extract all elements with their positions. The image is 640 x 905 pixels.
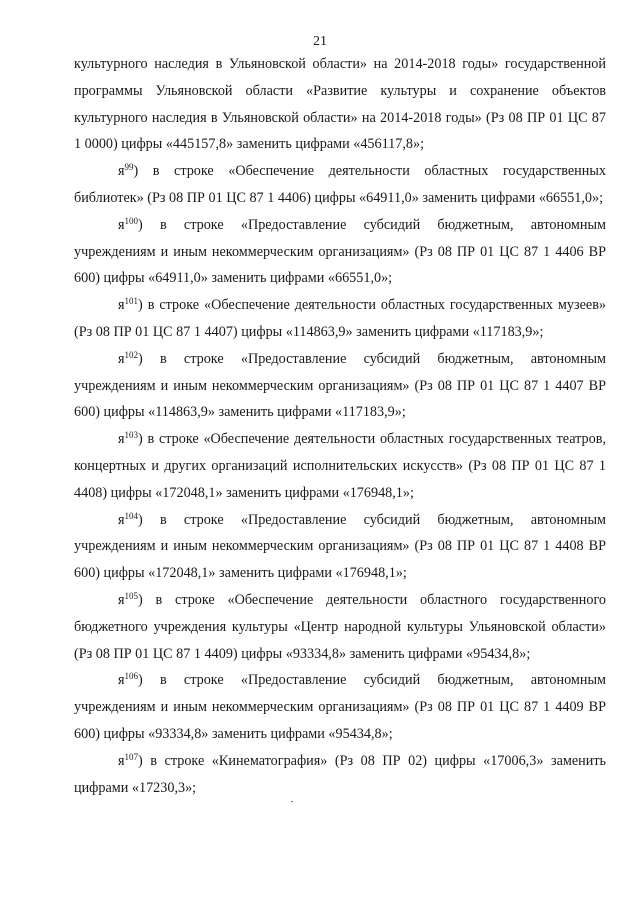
item-letter: я — [118, 431, 125, 448]
item-superscript: 100 — [124, 215, 139, 226]
item-letter: я — [118, 163, 125, 180]
item-letter: я — [118, 672, 125, 689]
list-item-ya101 — [74, 292, 606, 346]
item-text: ) в строке «Обеспечение деятельности областных государственных музеев» (Рз 08 ПР 01 ЦС 87 1 4407) цифры «114863,9» заменить цифрами «117183,9»; — [74, 297, 606, 340]
item-text: ) в строке «Обеспечение деятельности областного государственного бюджетного учреждения культуры «Центр народной культуры Ульяновской области» (Рз 08 ПР 01 ЦС 87 1 4409) цифры «93334,8» заменить цифрами «95434,8»; — [74, 591, 606, 662]
item-letter: я — [118, 216, 125, 233]
list-item-ya104 — [74, 507, 606, 587]
list-item-ya100 — [74, 212, 606, 292]
item-text: ) в строке «Предоставление субсидий бюджетным, автономным учреждениям и иным некоммерческим организациям» (Рз 08 ПР 01 ЦС 87 1 4409 ВР 600) цифры «93334,8» заменить цифрами «95434,8»; — [74, 672, 606, 742]
item-text: ) в строке «Обеспечение деятельности областных государственных библиотек» (Рз 08 ПР 01 ЦС 87 1 4406) цифры «64911,0» заменить цифрами «66551,0»; — [74, 163, 606, 206]
paragraph-continuation — [74, 51, 606, 158]
item-superscript: 102 — [124, 349, 139, 360]
scan-speck — [291, 801, 293, 802]
list-item-ya99 — [74, 158, 606, 212]
list-item-ya106 — [74, 667, 606, 747]
item-superscript: 99 — [124, 162, 134, 173]
item-text: ) в строке «Предоставление субсидий бюджетным, автономным учреждениям и иным некоммерческим организациям» (Рз 08 ПР 01 ЦС 87 1 4406 ВР 600) цифры «64911,0» заменить цифрами «66551,0»; — [74, 216, 606, 287]
item-letter: я — [118, 752, 125, 769]
item-letter: я — [118, 511, 125, 528]
list-item-ya103 — [74, 426, 606, 506]
item-superscript: 105 — [124, 590, 139, 601]
page-number: 21 — [313, 34, 327, 49]
item-letter: я — [118, 591, 125, 608]
item-letter: я — [118, 297, 125, 314]
item-superscript: 107 — [124, 751, 139, 762]
document-body — [74, 51, 606, 801]
item-superscript: 101 — [124, 296, 139, 307]
item-letter: я — [118, 350, 125, 367]
list-item-ya102 — [74, 346, 606, 426]
paragraph-text: культурного наследия в Ульяновской области» на 2014-2018 годы» государственной программы Ульяновской области «Развитие культуры и сохранение объектов культурного наследия в Ульяновской области» на 2014-2018 годы» (Рз 08 ПР 01 ЦС 87 1 0000) цифры «445157,8» заменить цифрами «456117,8»; — [74, 56, 606, 153]
item-text: ) в строке «Обеспечение деятельности областных государственных театров, концертных и других организаций исполнительских искусств» (Рз 08 ПР 01 ЦС 87 1 4408) цифры «172048,1» заменить цифрами «176948,1»; — [74, 431, 606, 501]
item-superscript: 106 — [124, 671, 139, 682]
item-text: ) в строке «Предоставление субсидий бюджетным, автономным учреждениям и иным некоммерческим организациям» (Рз 08 ПР 01 ЦС 87 1 4408 ВР 600) цифры «172048,1» заменить цифрами «176948,1»; — [74, 511, 606, 582]
list-item-ya105 — [74, 587, 606, 667]
item-text: ) в строке «Предоставление субсидий бюджетным, автономным учреждениям и иным некоммерческим организациям» (Рз 08 ПР 01 ЦС 87 1 4407 ВР 600) цифры «114863,9» заменить цифрами «117183,9»; — [74, 350, 606, 421]
item-text: ) в строке «Кинематография» (Рз 08 ПР 02) цифры «17006,3» заменить цифрами «17230,3»; — [74, 752, 606, 796]
list-item-ya107 — [74, 748, 606, 802]
item-superscript: 103 — [124, 430, 139, 441]
item-superscript: 104 — [124, 510, 139, 521]
